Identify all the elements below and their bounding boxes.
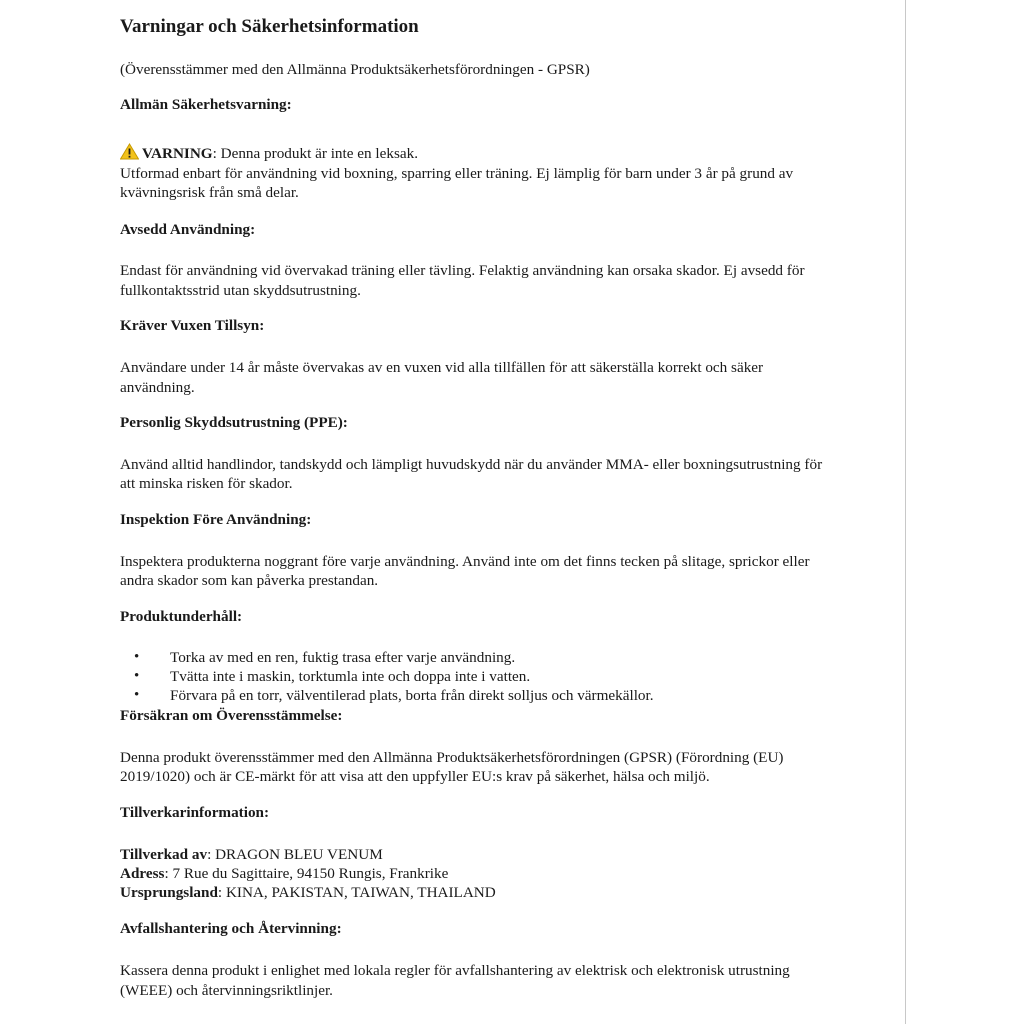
warning-line [120,143,418,166]
inspection-line-2: andra skador som kan påverka prestandan. [120,572,379,589]
general-warning-heading: Allmän Säkerhetsvarning: [120,96,292,113]
inspection-heading: Inspektion Före Användning: [120,511,312,528]
waste-heading: Avfallshantering och Återvinning: [120,920,342,937]
made-by-value: : DRAGON BLEU VENUM [207,846,383,863]
conformity-heading: Försäkran om Överensstämmelse: [120,707,343,724]
intended-use-heading: Avsedd Användning: [120,221,256,238]
origin-value: : KINA, PAKISTAN, TAIWAN, THAILAND [217,884,496,901]
waste-line-1: Kassera denna produkt i enlighet med lokala regler för avfallshantering av elektrisk och elektronisk utrustning [120,962,790,979]
conformity-line-1: Denna produkt överensstämmer med den Allmänna Produktsäkerhetsförordningen (GPSR) (Förordning (EU) [120,749,784,766]
intended-use-line-1: Endast för användning vid övervakad träning eller tävling. Felaktig användning kan orsaka skador. Ej avsedd för [120,262,805,279]
general-text-line-2: kvävningsrisk från små delar. [120,184,299,201]
supervision-line-2: användning. [120,379,195,396]
made-by-label: Tillverkad av [120,846,208,863]
general-text-line-1: Utformad enbart för användning vid boxning, sparring eller träning. Ej lämplig för barn under 3 år på grund av [120,165,794,182]
inspection-line-1: Inspektera produkterna noggrant före varje användning. Använd inte om det finns tecken på slitage, sprickor eller [120,553,810,570]
list-item-text: Torka av med en ren, fuktig trasa efter varje användning. [170,649,516,666]
address-value: : 7 Rue du Sagittaire, 94150 Rungis, Frankrike [164,865,449,882]
bullet-marker: • [134,649,140,665]
supervision-line-1: Användare under 14 år måste övervakas av en vuxen vid alla tillfällen för att säkerställa korrekt och säker [120,359,764,376]
warning-triangle-icon [120,143,142,166]
intended-use-line-2: fullkontaktsstrid utan skyddsutrustning. [120,282,361,299]
origin-line [120,883,496,903]
document-title: Varningar och Säkerhetsinformation [120,16,419,37]
list-item-text: Förvara på en torr, välventilerad plats, borta från direkt solljus och värmekällor. [170,687,654,704]
made-by-line [120,845,383,865]
waste-line-2: (WEEE) och återvinningsriktlinjer. [120,982,333,999]
warning-label: VARNING [142,145,213,162]
address-label: Adress [120,865,165,882]
page-edge-divider [905,0,906,1024]
intro-text: (Överensstämmer med den Allmänna Produktsäkerhetsförordningen - GPSR) [120,61,590,78]
supervision-heading: Kräver Vuxen Tillsyn: [120,317,265,334]
origin-label: Ursprungsland [120,884,218,901]
ppe-line-2: att minska risken för skador. [120,475,293,492]
maintenance-heading: Produktunderhåll: [120,608,243,625]
address-line [120,864,448,884]
conformity-line-2: 2019/1020) och är CE-märkt för att visa att den uppfyller EU:s krav på säkerhet, hälsa och miljö. [120,768,710,785]
warning-text: : Denna produkt är inte en leksak. [212,145,418,162]
ppe-line-1: Använd alltid handlindor, tandskydd och lämpligt huvudskydd när du använder MMA- eller boxningsutrustning för [120,456,823,473]
bullet-marker: • [134,668,140,684]
bullet-marker: • [134,687,140,703]
manufacturer-heading: Tillverkarinformation: [120,804,270,821]
list-item-text: Tvätta inte i maskin, torktumla inte och doppa inte i vatten. [170,668,531,685]
ppe-heading: Personlig Skyddsutrustning (PPE): [120,414,348,431]
